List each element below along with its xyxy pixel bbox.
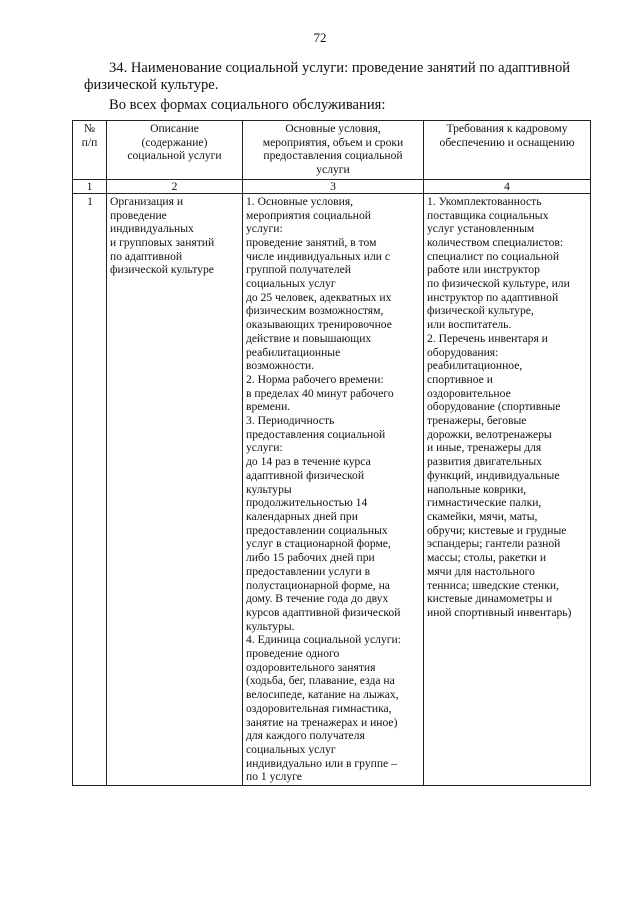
column-number: 2 [107,179,243,193]
column-number: 4 [424,179,591,193]
header-requirements [424,121,591,180]
page-number: 72 [313,30,327,45]
text-line: и иные, тренажеры для [427,441,542,455]
text-line: в пределах 40 минут рабочего [246,386,394,400]
column-number: 3 [243,179,424,193]
text-line: Требования к кадровому [446,122,568,135]
text-line: по физической культуре, или [427,277,570,291]
text-line: оздоровительная гимнастика, [246,701,392,715]
text-line: услуги: [246,222,283,236]
text-line: эспандеры; гантели разной [427,537,561,551]
text-line: времени. [246,400,291,414]
text-line: услуг в стационарной форме, [246,537,391,551]
text-line: количеством специалистов: [427,235,564,249]
text-line: предоставления социальной [246,427,386,441]
text-line: индивидуальных [110,222,194,236]
service-table [72,120,591,786]
text-line: 2. Перечень инвентаря и [427,331,548,345]
text-line: проведение занятий, в том [246,235,377,249]
text-line: физическим возможностям, [246,304,384,318]
text-line: занятие на тренажерах и иное) [246,715,398,729]
text-line: культуры. [246,619,295,633]
text-line: 2. Норма рабочего времени: [246,372,384,386]
text-line: 1. Основные условия, [246,194,354,208]
text-line: поставщика социальных [427,208,549,222]
text-line: кистевые динамометры и [427,592,553,606]
text-line: группой получателей [246,263,351,277]
text-line: оборудование (спортивные [427,400,561,414]
text-line: социальных услуг [246,277,336,291]
header-conditions [243,121,424,180]
text-line: предоставления социальной [263,149,403,163]
text-line: либо 15 рабочих дней при [246,551,375,565]
text-line: социальной услуги [127,149,222,163]
text-line: скамейки, мячи, маты, [427,509,538,523]
text-line: развития двигательных [427,455,542,469]
text-line: действие и повышающих [246,331,372,345]
text-line: Основные условия, [285,122,381,135]
text-line: спортивное и [427,372,493,386]
table-row [73,193,591,785]
header-description [107,121,243,180]
text-line: продолжительностью 14 [246,496,368,510]
text-line: предоставлении социальных [246,523,388,537]
text-line: возможности. [246,359,315,373]
text-line: п/п [81,135,98,149]
text-line: для каждого получателя [246,729,365,743]
text-line: социальных услуг [246,742,336,756]
text-line: мероприятия, объем и сроки [262,135,404,149]
text-line: культуры [246,482,292,496]
text-line: индивидуально или в группе – [246,756,397,770]
text-line: дому. В течение года до двух [246,592,389,606]
text-line: иной спортивный инвентарь) [427,605,572,619]
text-line: гимнастические палки, [427,496,542,510]
text-line: по 1 услуге [246,770,302,784]
text-line: функций, индивидуальные [427,468,560,482]
text-line: курсов адаптивной физической [246,605,401,619]
text-line: работе или инструктор [427,263,540,277]
text-line: и групповых занятий [110,235,215,249]
column-number-row [73,179,591,193]
text-line: мячи для настольного [427,564,535,578]
text-line: инструктор по адаптивной [427,290,559,304]
text-line: услуги [316,163,350,177]
column-number: 1 [73,179,107,193]
text-line: календарных дней при [246,509,358,523]
text-line: мероприятия социальной [246,208,371,222]
text-line: реабилитационное, [427,359,523,373]
text-line: оборудования: [427,345,499,359]
text-line: числе индивидуальных или с [246,249,390,263]
text-line: физической культуре, [427,304,534,318]
text-line: услуги: [246,441,283,455]
text-line: обеспечению и оснащению [439,135,575,149]
text-line: 1. Укомплектованность [427,194,542,208]
text-line: дорожки, велотренажеры [427,427,552,441]
row-number: 1 [73,193,107,785]
text-line: (ходьба, бег, плавание, езда на [246,674,395,688]
text-line: специалист по социальной [427,249,560,263]
text-line: оказывающих тренировочное [246,318,392,332]
text-line: обручи; кистевые и грудные [427,523,567,537]
text-line: велосипеде, катание на лыжах, [246,688,399,702]
section-heading [84,60,594,114]
text-line: предоставлении услуги в [246,564,371,578]
text-line: тенниса; шведские стенки, [427,578,559,592]
text-line: услуг установленным [427,222,535,236]
text-line: проведение [110,208,167,222]
text-line: (содержание) [141,135,208,149]
text-line: физической культуре [110,263,214,277]
text-line: 4. Единица социальной услуги: [246,633,401,647]
text-line: оздоровительное [427,386,511,400]
text-line: адаптивной физической [246,468,365,482]
text-line: до 25 человек, адекватных их [246,290,392,304]
service-forms-note: Во всех формах социального обслуживания: [109,97,386,113]
text-line: Организация и [110,194,184,208]
staffing-requirements-cell [424,193,591,785]
text-line: реабилитационные [246,345,341,359]
service-conditions-cell [243,193,424,785]
text-line: проведение одного [246,647,340,661]
text-line: по адаптивной [110,249,183,263]
text-line: массы; столы, ракетки и [427,551,547,565]
table-header-row [73,121,591,180]
text-line: полустационарной форме, на [246,578,390,592]
text-line: Описание [150,122,199,135]
text-line: оздоровительного занятия [246,660,376,674]
text-line: напольные коврики, [427,482,527,496]
text-line: до 14 раз в течение курса [246,455,371,469]
service-description-cell [107,193,243,785]
header-number [73,121,107,180]
service-title: 34. Наименование социальной услуги: проведение занятий по адаптивной физической культуре. [84,60,571,93]
text-line: 3. Периодичность [246,414,335,428]
text-line: или воспитатель. [427,318,512,332]
text-line: тренажеры, беговые [427,414,527,428]
text-line: № [83,122,96,135]
